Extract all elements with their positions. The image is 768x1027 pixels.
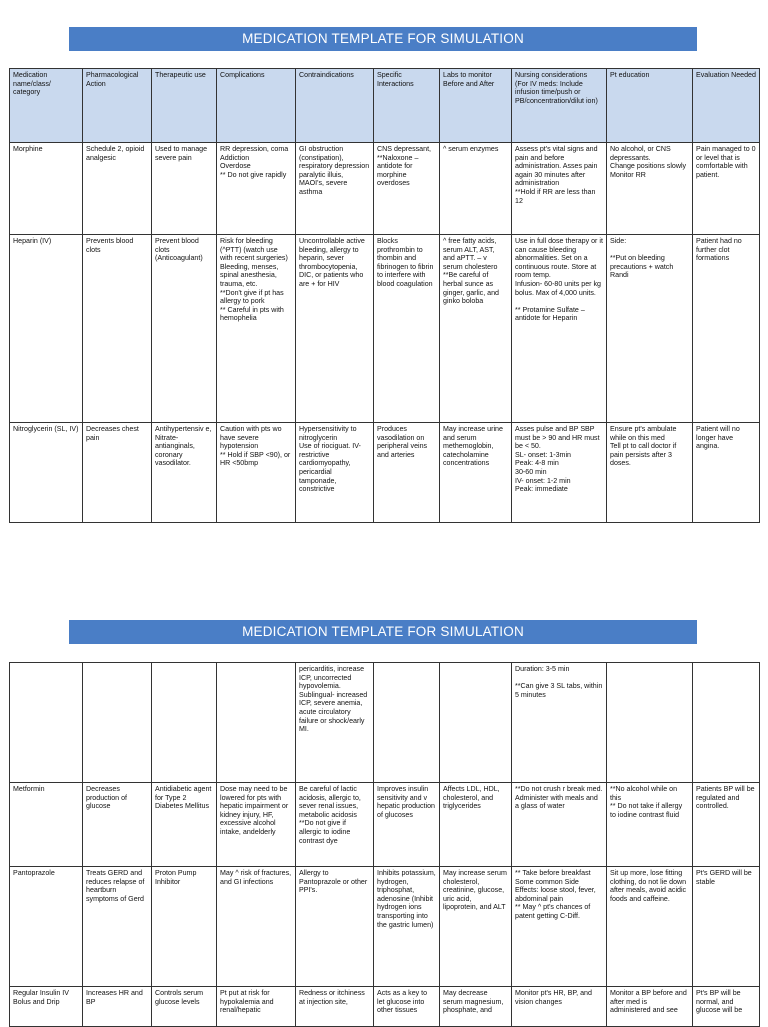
table-cell: Monitor a BP before and after med is administered and see [607, 987, 693, 1027]
table-cell: ^ serum enzymes [440, 143, 512, 235]
table-cell: Pt's GERD will be stable [693, 867, 760, 987]
table-cell: Use in full dose therapy or it can cause bleeding abnormalities. Set on a continuous route. Store at room temp. Infusion- 60-80 units per kg bolus. Max of 4,000 units. ** Protamine Sulfate – antidote for Heparin [512, 235, 607, 423]
table-cell: Metformin [10, 783, 83, 867]
table-row [10, 423, 760, 523]
table-cell: Pain managed to 0 or level that is comfortable with patient. [693, 143, 760, 235]
table-cell: May increase serum cholesterol, creatinine, glucose, uric acid, lipoprotein, and ALT [440, 867, 512, 987]
header-specific-interactions: Specific Interactions [374, 69, 440, 143]
table-cell: No alcohol, or CNS depressants. Change positions slowly Monitor RR [607, 143, 693, 235]
table-cell: Acts as a key to let glucose into other tissues [374, 987, 440, 1027]
table-cell: Increases HR and BP [83, 987, 152, 1027]
table-cell: ^ free fatty acids, serum ALT, AST, and aPTT. – v serum cholestero **Be careful of herbal sunce as ginger, garlic, and ginko boloba [440, 235, 512, 423]
page1-medication-table [9, 68, 760, 523]
table-cell: Regular Insulin IV Bolus and Drip [10, 987, 83, 1027]
table-cell [152, 663, 217, 783]
table-cell [10, 663, 83, 783]
table-cell: Dose may need to be lowered for pts with hepatic impairment or kidney injury, HF, excessive alcohol intake, andelderly [217, 783, 296, 867]
table-cell: Pt's BP will be normal, and glucose will be [693, 987, 760, 1027]
table-cell: Patients BP will be regulated and controlled. [693, 783, 760, 867]
table-cell: **No alcohol while on this ** Do not take if allergy to iodine contrast fluid [607, 783, 693, 867]
header-therapeutic-use: Therapeutic use [152, 69, 217, 143]
table-cell: ** Take before breakfast Some common Side Effects: loose stool, fever, abdominal pain ** May ^ pt's chances of patent getting C-Diff. [512, 867, 607, 987]
header-labs: Labs to monitor Before and After [440, 69, 512, 143]
table-cell: Nitroglycerin (SL, IV) [10, 423, 83, 523]
table-cell: Inhibits potassium, hydrogen, triphosphat, adenosine (Inhibit hydrogen ions transporting into the gastric lumen) [374, 867, 440, 987]
header-medication: Medication name/class/ category [10, 69, 83, 143]
table-cell: Pt put at risk for hypokalemia and renal/hepatic [217, 987, 296, 1027]
table-cell: pericarditis, increase ICP, uncorrected hypovolemia. Sublingual- increased ICP, severe anemia, acute circulatory failure or shock/early MI. [296, 663, 374, 783]
table-cell: Treats GERD and reduces relapse of heartburn symptoms of Gerd [83, 867, 152, 987]
table-cell: Patient will no longer have angina. [693, 423, 760, 523]
header-pt-education: Pt education [607, 69, 693, 143]
page1-banner-title: MEDICATION TEMPLATE FOR SIMULATION [69, 27, 697, 51]
table-cell: Be careful of lactic acidosis, allergic to, sever renal issues, metabolic acidosis **Do not give if allergic to iodine contrast dye [296, 783, 374, 867]
table-cell: Side: **Put on bleeding precautions + watch Randi [607, 235, 693, 423]
table-cell: Improves insulin sensitivity and v hepatic production of glucoses [374, 783, 440, 867]
table-cell: Sit up more, lose fitting clothing, do not lie down after meals, avoid acidic foods and caffeine. [607, 867, 693, 987]
table-cell: GI obstruction (constipation), respiratory depression paralytic illuis, MAOI's, severe asthma [296, 143, 374, 235]
table-cell: Decreases chest pain [83, 423, 152, 523]
table-row [10, 783, 760, 867]
table-cell: Monitor pt's HR, BP, and vision changes [512, 987, 607, 1027]
table-cell: **Do not crush r break med. Administer with meals and a glass of water [512, 783, 607, 867]
table-cell: Pantoprazole [10, 867, 83, 987]
table-cell: Uncontrollable active bleeding, allergy to heparin, sever thrombocytopenia, DIC, or patients who are + for HIV [296, 235, 374, 423]
table-cell: Heparin (IV) [10, 235, 83, 423]
table-cell: Hypersensitivity to nitroglycerin Use of riociguat. IV- restrictive cardiomyopathy, pericardial tamponade, constrictive [296, 423, 374, 523]
table-cell: Schedule 2, opioid analgesic [83, 143, 152, 235]
table-cell: Controls serum glucose levels [152, 987, 217, 1027]
header-contraindications: Contraindications [296, 69, 374, 143]
table-cell: Risk for bleeding (^PTT) (watch use with recent surgeries) Bleeding, menses, spinal anesthesia, trauma, etc. **Don't give if pt has allergy to pork ** Careful in pts with hemophelia [217, 235, 296, 423]
table-cell: Prevent blood clots (Anticoagulant) [152, 235, 217, 423]
table-cell: May increase urine and serum methemoglobin, catecholamine concentrations [440, 423, 512, 523]
table-cell: RR depression, coma Addiction Overdose ** Do not give rapidly [217, 143, 296, 235]
page2-medication-table [9, 662, 760, 1027]
table-header-row [10, 69, 760, 143]
table-cell: Used to manage severe pain [152, 143, 217, 235]
table-cell: Antihypertensiv e, Nitrate- antianginals, coronary vasodilator. [152, 423, 217, 523]
table-cell: Caution with pts wo have severe hypotension ** Hold if SBP <90), or HR <50bmp [217, 423, 296, 523]
table-cell: Proton Pump Inhibitor [152, 867, 217, 987]
table-row [10, 663, 760, 783]
header-nursing-considerations: Nursing considerations (For IV meds: Include infusion time/push or PB/concentration/dilut ion) [512, 69, 607, 143]
table-cell: Produces vasodilation on peripheral veins and arteries [374, 423, 440, 523]
table-row [10, 867, 760, 987]
table-cell: Asses pulse and BP SBP must be > 90 and HR must be < 50. SL- onset: 1-3min Peak: 4-8 min 30-60 min IV- onset: 1-2 min Peak: immediate [512, 423, 607, 523]
table-cell: Ensure pt's ambulate while on this med Tell pt to call doctor if pain persists after 3 doses. [607, 423, 693, 523]
table-cell: Duration: 3-5 min **Can give 3 SL tabs, within 5 minutes [512, 663, 607, 783]
header-pharmacological-action: Pharmacological Action [83, 69, 152, 143]
table-cell: Patient had no further clot formations [693, 235, 760, 423]
table-cell: Decreases production of glucose [83, 783, 152, 867]
table-cell: May ^ risk of fractures, and GI infections [217, 867, 296, 987]
table-cell [607, 663, 693, 783]
page2-banner-title: MEDICATION TEMPLATE FOR SIMULATION [69, 620, 697, 644]
table-cell: May decrease serum magnesium, phosphate, and [440, 987, 512, 1027]
header-complications: Complications [217, 69, 296, 143]
table-cell: Antidiabetic agent for Type 2 Diabetes Mellitus [152, 783, 217, 867]
table-cell: Blocks prothrombin to thombin and fibrinogen to fibrin to interfere with blood coagulation [374, 235, 440, 423]
table-row [10, 143, 760, 235]
table-cell [374, 663, 440, 783]
table-cell: Affects LDL, HDL, cholesterol, and triglycerides [440, 783, 512, 867]
table-row [10, 235, 760, 423]
table-cell: Assess pt's vital signs and pain and before administration. Asses pain again 30 minutes after administration **Hold if RR are less than 12 [512, 143, 607, 235]
table-cell: CNS depressant, **Naloxone – antidote for morphine overdoses [374, 143, 440, 235]
header-evaluation: Evaluation Needed [693, 69, 760, 143]
table-cell: Redness or itchiness at injection site, [296, 987, 374, 1027]
table-cell [693, 663, 760, 783]
table-cell [217, 663, 296, 783]
table-cell [83, 663, 152, 783]
table-cell [440, 663, 512, 783]
table-cell: Prevents blood clots [83, 235, 152, 423]
table-cell: Allergy to Pantoprazole or other PPI's. [296, 867, 374, 987]
table-row [10, 987, 760, 1027]
table-cell: Morphine [10, 143, 83, 235]
